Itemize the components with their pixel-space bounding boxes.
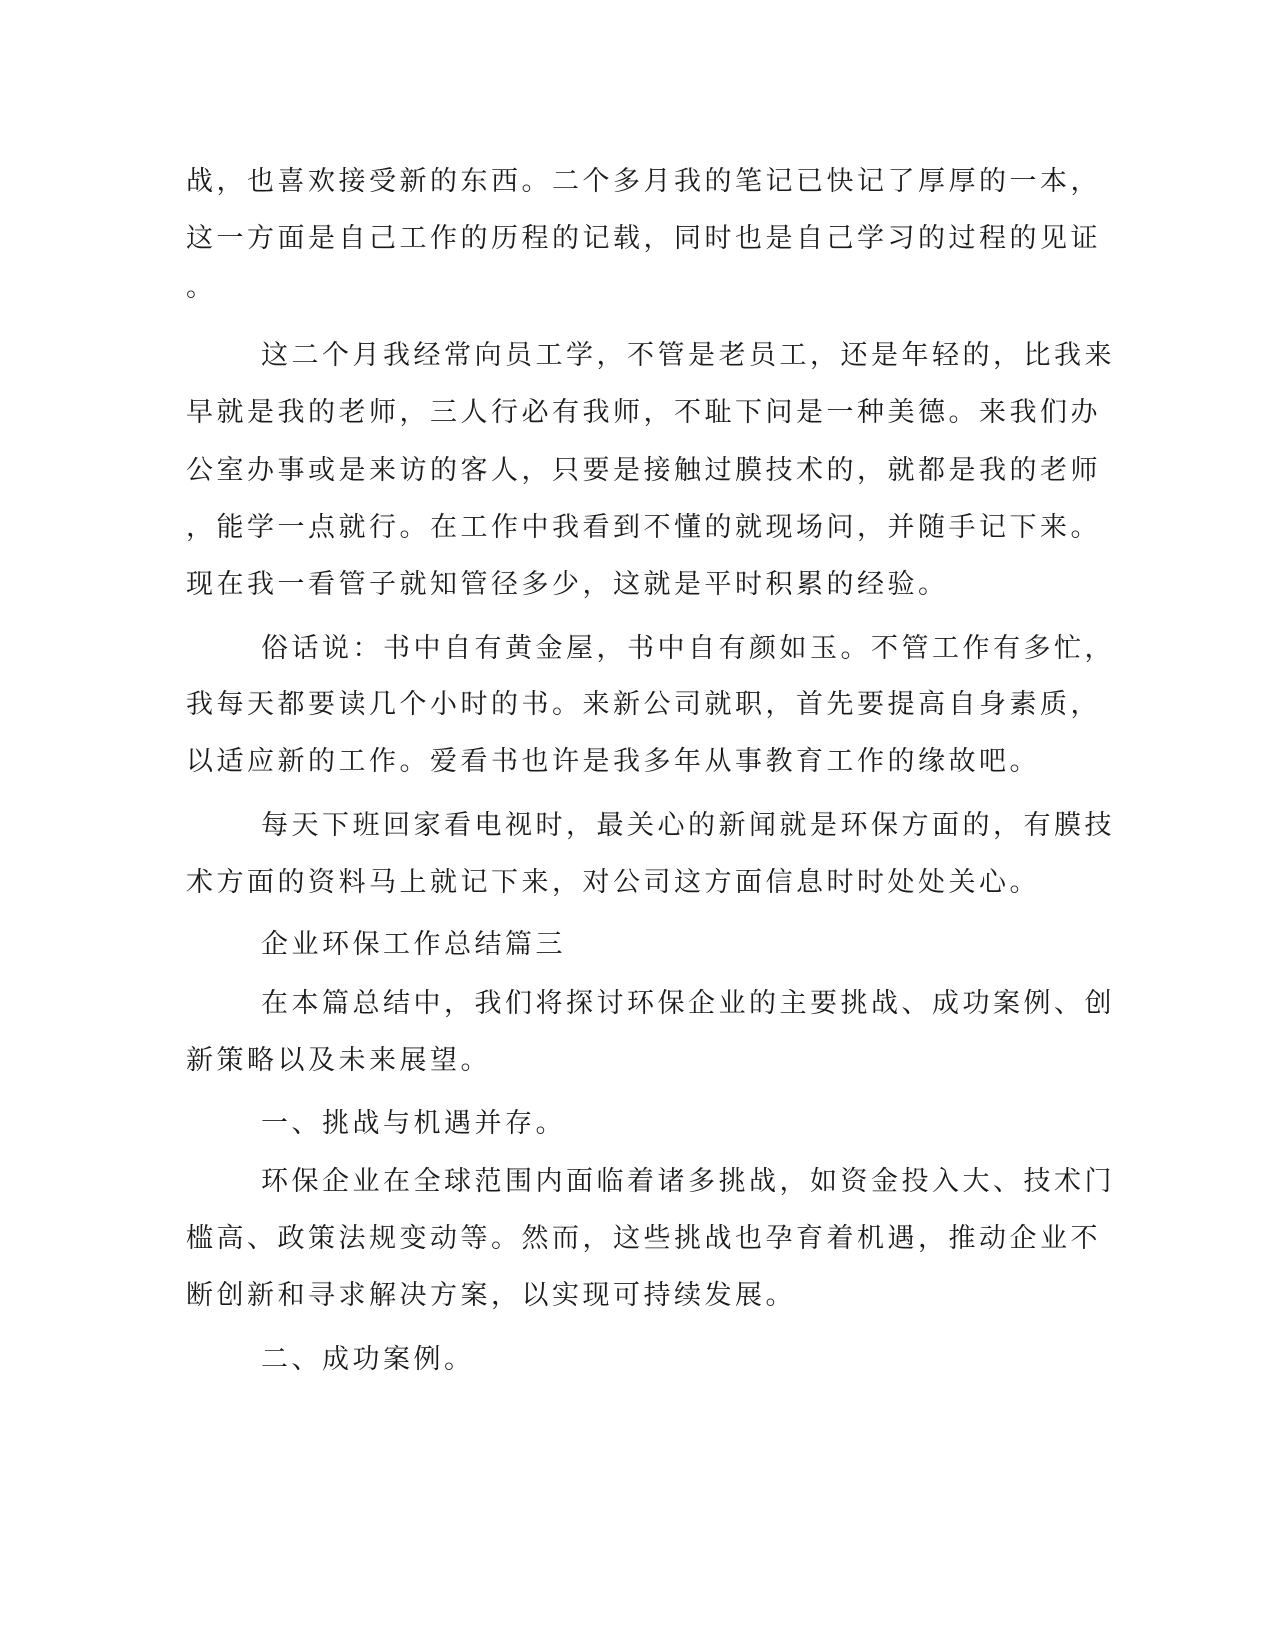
text-line: 环保企业在全球范围内面临着诸多挑战，如资金投入大、技术门 (261, 1166, 1115, 1197)
text-line: 断创新和寻求解决方案，以实现可持续发展。 (186, 1280, 796, 1311)
text-line: 在本篇总结中，我们将探讨环保企业的主要挑战、成功案例、创 (261, 988, 1115, 1019)
section-heading: 二、成功案例。 (261, 1344, 475, 1375)
text-line: 。 (186, 272, 217, 303)
section-heading: 企业环保工作总结篇三 (261, 929, 566, 960)
text-line: 每天下班回家看电视时，最关心的新闻就是环保方面的，有膜技 (261, 810, 1115, 841)
text-line: 以适应新的工作。爱看书也许是我多年从事教育工作的缘故吧。 (186, 746, 1040, 777)
text-line: 术方面的资料马上就记下来，对公司这方面信息时时处处关心。 (186, 867, 1040, 898)
text-line: 现在我一看管子就知管径多少，这就是平时积累的经验。 (186, 569, 949, 600)
text-line: 俗话说：书中自有黄金屋，书中自有颜如玉。不管工作有多忙， (261, 633, 1115, 664)
section-heading: 一、挑战与机遇并存。 (261, 1108, 566, 1139)
text-line: 公室办事或是来访的客人，只要是接触过膜技术的，就都是我的老师 (186, 455, 1101, 486)
text-line: 我每天都要读几个小时的书。来新公司就职，首先要提高自身素质， (186, 689, 1101, 720)
text-line: 新策略以及未来展望。 (186, 1045, 491, 1076)
text-line: 这二个月我经常向员工学，不管是老员工，还是年轻的，比我来 (261, 340, 1115, 371)
text-line: ，能学一点就行。在工作中我看到不懂的就现场问，并随手记下来。 (186, 512, 1101, 543)
text-line: 这一方面是自己工作的历程的记载，同时也是自己学习的过程的见证 (186, 223, 1101, 254)
text-line: 早就是我的老师，三人行必有我师，不耻下问是一种美德。来我们办 (186, 397, 1101, 428)
text-line: 战，也喜欢接受新的东西。二个多月我的笔记已快记了厚厚的一本， (186, 166, 1101, 197)
text-line: 槛高、政策法规变动等。然而，这些挑战也孕育着机遇，推动企业不 (186, 1223, 1101, 1254)
